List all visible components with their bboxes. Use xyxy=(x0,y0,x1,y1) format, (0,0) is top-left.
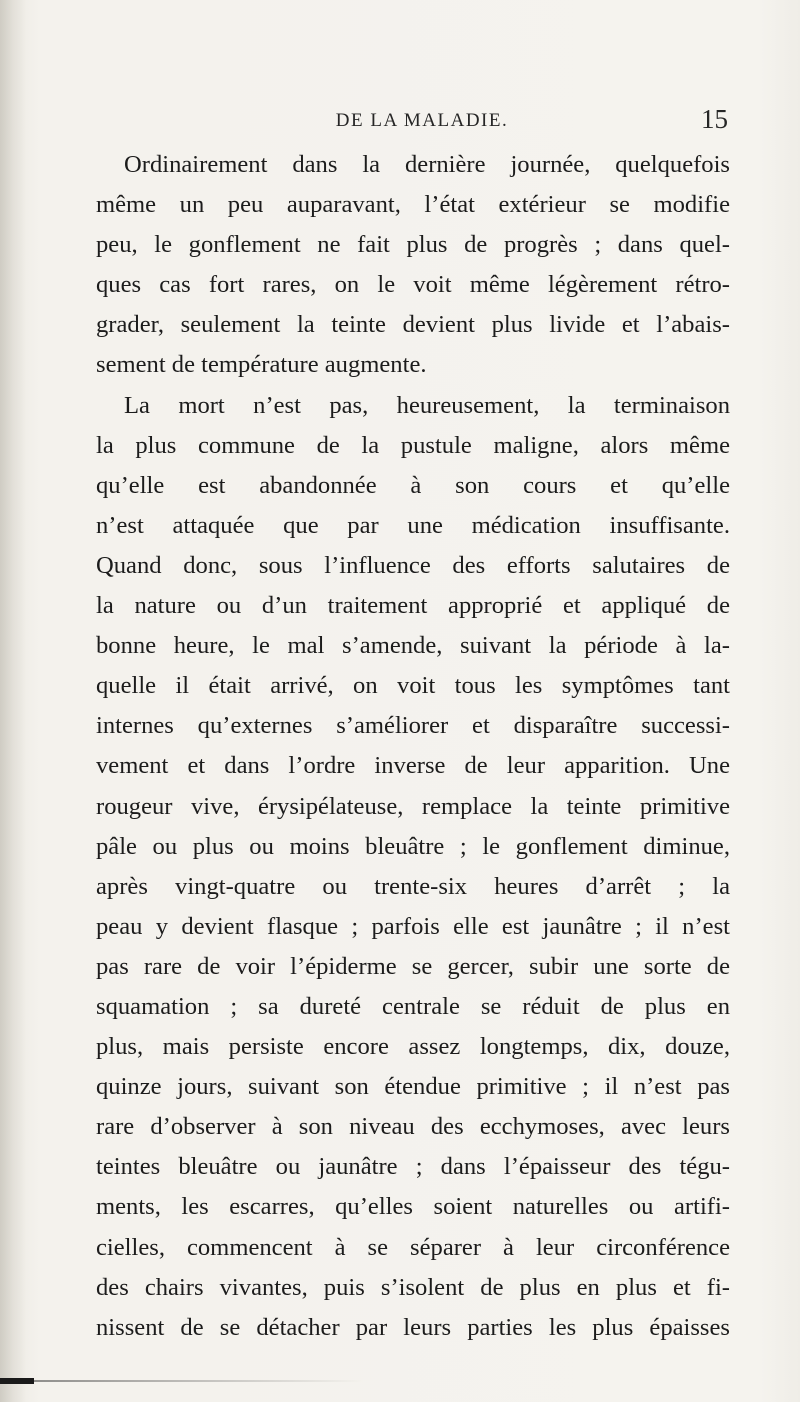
text-line: internes qu’externes s’améliorer et disparaître successi- xyxy=(96,712,730,740)
text-line: La mort n’est pas, heureusement, la terminaison xyxy=(124,391,730,419)
text-line: peau y devient flasque ; parfois elle est jaunâtre ; il n’est xyxy=(96,912,730,940)
text-line: ques cas fort rares, on le voit même légèrement rétro- xyxy=(96,271,730,299)
text-line: bonne heure, le mal s’amende, suivant la période à la- xyxy=(96,632,730,660)
text-line: rare d’observer à son niveau des ecchymoses, avec leurs xyxy=(96,1113,730,1141)
text-line: Quand donc, sous l’influence des efforts salutaires de xyxy=(96,551,730,579)
text-line: squamation ; sa dureté centrale se réduit de plus en xyxy=(96,992,730,1020)
page-number: 15 xyxy=(701,104,728,134)
text-line: pâle ou plus ou moins bleuâtre ; le gonflement diminue, xyxy=(96,832,730,860)
text-line: Ordinairement dans la dernière journée, quelquefois xyxy=(124,151,730,178)
running-head: DE LA MALADIE. xyxy=(335,110,509,131)
text-line: cielles, commencent à se séparer à leur circonférence xyxy=(96,1233,730,1261)
text-line: quelle il était arrivé, on voit tous les symptômes tant xyxy=(96,672,730,700)
text-line: sement de température augmente. xyxy=(96,351,427,379)
text-line: la plus commune de la pustule maligne, alors même xyxy=(96,431,730,459)
text-line: pas rare de voir l’épiderme se gercer, subir une sorte de xyxy=(96,952,730,980)
text-line: la nature ou d’un traitement approprié et appliqué de xyxy=(96,592,730,620)
text-line: plus, mais persiste encore assez longtemps, dix, douze, xyxy=(96,1033,730,1061)
page-header xyxy=(0,104,800,140)
body-text xyxy=(96,145,730,1348)
text-line: ments, les escarres, qu’elles soient naturelles ou artifi- xyxy=(96,1193,730,1221)
text-line: peu, le gonflement ne fait plus de progrès ; dans quel- xyxy=(96,231,730,259)
binding-shadow xyxy=(0,0,26,1402)
text-line: nissent de se détacher par leurs parties les plus épaisses xyxy=(96,1313,730,1341)
text-line: rougeur vive, érysipélateuse, remplace la teinte primitive xyxy=(96,792,730,820)
text-line: teintes bleuâtre ou jaunâtre ; dans l’épaisseur des tégu- xyxy=(96,1153,730,1181)
text-line: même un peu auparavant, l’état extérieur se modifie xyxy=(96,191,730,219)
text-line: n’est attaquée que par une médication insuffisante. xyxy=(96,511,730,539)
text-line: des chairs vivantes, puis s’isolent de plus en plus et fi- xyxy=(96,1273,730,1301)
text-line: grader, seulement la teinte devient plus livide et l’abais- xyxy=(96,311,730,339)
text-line: après vingt-quatre ou trente-six heures d’arrêt ; la xyxy=(96,872,730,900)
text-line: vement et dans l’ordre inverse de leur apparition. Une xyxy=(96,752,730,780)
scan-edge-rule xyxy=(34,1380,364,1382)
text-line: quinze jours, suivant son étendue primitive ; il n’est pas xyxy=(96,1073,730,1101)
scan-edge-mark xyxy=(0,1378,34,1384)
text-line: qu’elle est abandonnée à son cours et qu’elle xyxy=(96,471,730,499)
